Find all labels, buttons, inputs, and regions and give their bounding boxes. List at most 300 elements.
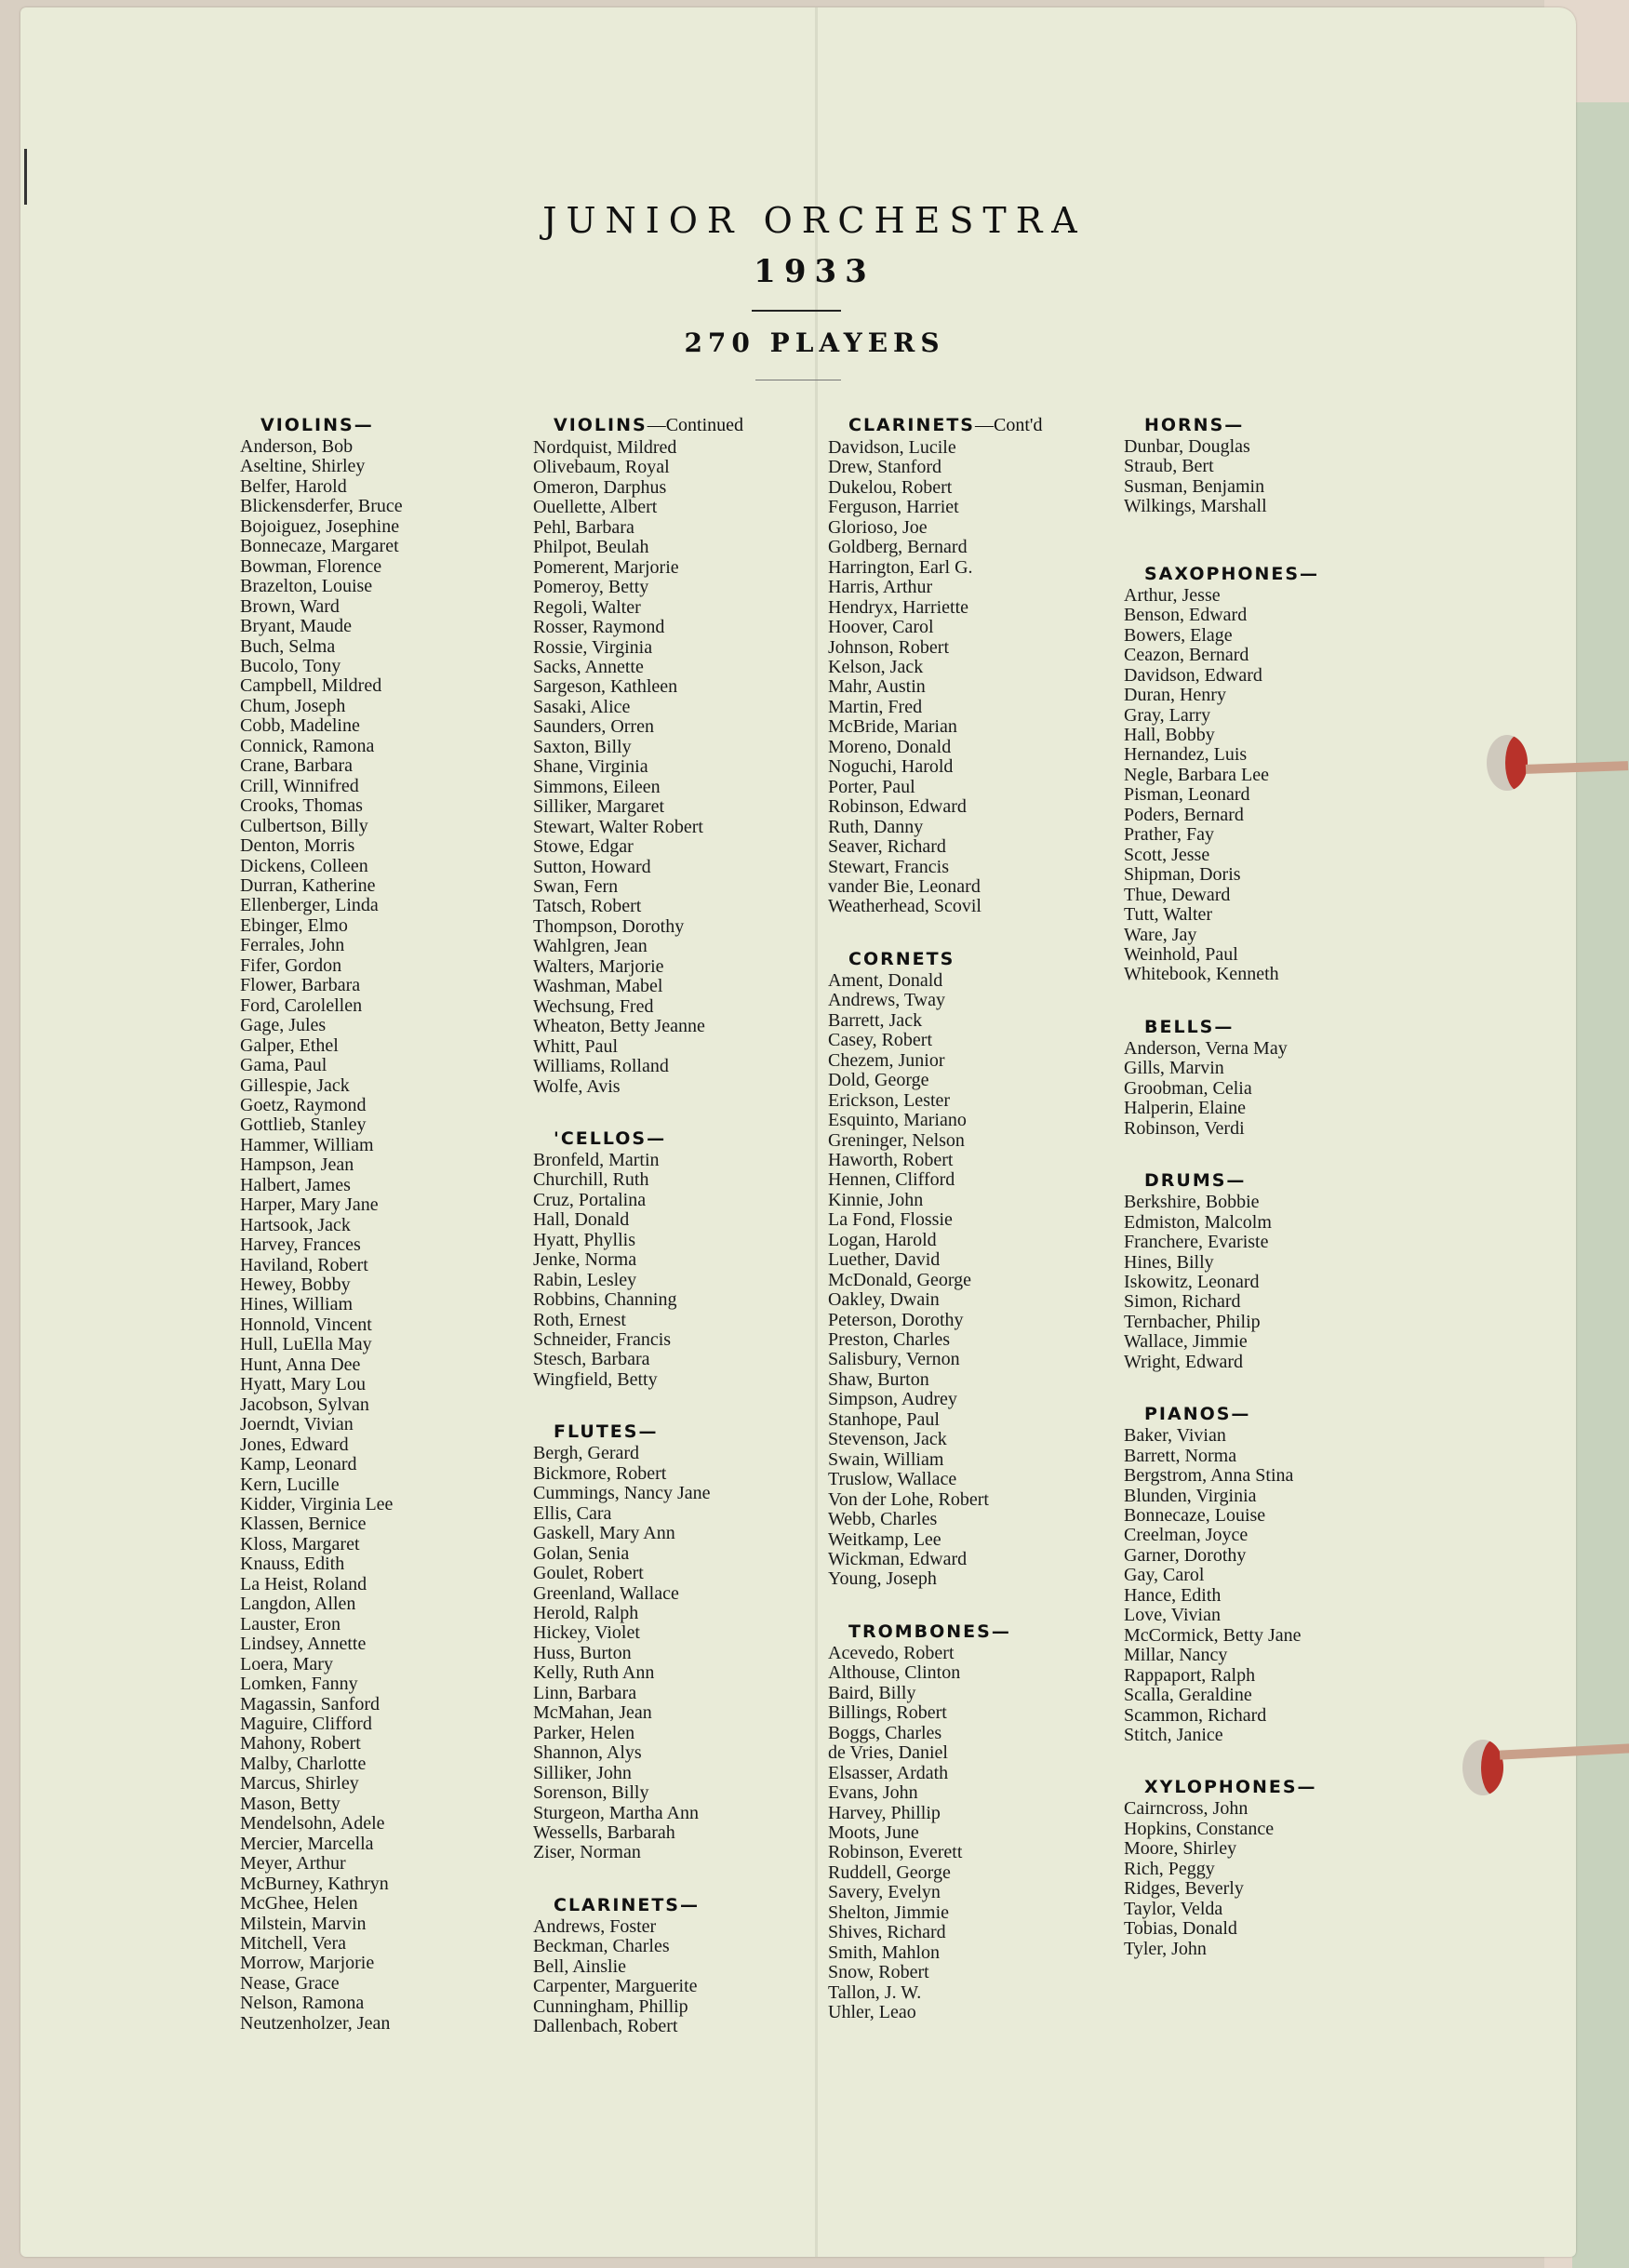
- player-name: Harris, Arthur: [828, 577, 933, 598]
- player-name: Hennen, Clifford: [828, 1169, 955, 1191]
- player-name: Blickensderfer, Bruce: [240, 496, 403, 517]
- player-name: Drew, Stanford: [828, 457, 942, 478]
- column-2: [533, 415, 817, 2069]
- player-name: Althouse, Clinton: [828, 1662, 961, 1684]
- player-name: Snow, Robert: [828, 1962, 929, 1983]
- player-name: Taylor, Velda: [1124, 1898, 1223, 1919]
- player-list: [828, 971, 1112, 1590]
- player-name: Kidder, Virginia Lee: [240, 1494, 394, 1515]
- player-name: Wessells, Barbarah: [533, 1822, 675, 1843]
- section: [1124, 564, 1408, 985]
- player-name: Wallace, Jimmie: [1124, 1331, 1248, 1353]
- section-heading: [848, 415, 1112, 436]
- player-name: Thue, Deward: [1124, 884, 1231, 905]
- player-name: Stowe, Edgar: [533, 836, 634, 858]
- section-heading: [1144, 564, 1408, 584]
- player-name: Hance, Edith: [1124, 1584, 1222, 1606]
- player-name: Thompson, Dorothy: [533, 915, 685, 937]
- page-year: 1933: [754, 253, 875, 290]
- player-name: Bryant, Maude: [240, 616, 352, 637]
- section-heading-text: DRUMS—: [1144, 1170, 1247, 1192]
- player-name: Hopkins, Constance: [1124, 1818, 1275, 1839]
- player-name: Duran, Henry: [1124, 685, 1226, 706]
- player-name: Stanhope, Paul: [828, 1408, 940, 1430]
- player-name: Lomken, Fanny: [240, 1674, 358, 1695]
- player-name: Kamp, Leonard: [240, 1454, 357, 1475]
- player-name: Negle, Barbara Lee: [1124, 764, 1270, 785]
- player-name: Pisman, Leonard: [1124, 784, 1250, 806]
- player-name: Buch, Selma: [240, 635, 336, 657]
- player-name: Simmons, Eileen: [533, 776, 661, 797]
- player-name: Tutt, Walter: [1124, 904, 1213, 926]
- player-name: Wickman, Edward: [828, 1549, 968, 1570]
- player-name: Omeron, Darphus: [533, 476, 667, 498]
- player-name: Dold, George: [828, 1070, 929, 1091]
- player-name: Bowman, Florence: [240, 555, 382, 577]
- player-list: [533, 438, 817, 1097]
- player-name: Gray, Larry: [1124, 704, 1211, 726]
- player-name: Shives, Richard: [828, 1922, 946, 1943]
- player-name: Kern, Lucille: [240, 1474, 340, 1495]
- player-name: Dukelou, Robert: [828, 476, 953, 498]
- player-name: Bronfeld, Martin: [533, 1149, 660, 1170]
- player-name: Garner, Dorothy: [1124, 1544, 1247, 1566]
- player-name: Goldberg, Bernard: [828, 537, 968, 558]
- section-heading-text: CLARINETS—: [554, 1894, 700, 1915]
- player-name: Halbert, James: [240, 1174, 351, 1195]
- player-name: Crane, Barbara: [240, 755, 354, 777]
- section-heading-text: 'CELLOS—: [554, 1127, 667, 1149]
- player-name: Durran, Katherine: [240, 874, 376, 896]
- player-name: Rappaport, Ralph: [1124, 1664, 1256, 1686]
- player-name: Moreno, Donald: [828, 736, 952, 757]
- player-name: Bergh, Gerard: [533, 1443, 640, 1464]
- players-count: 270 PLAYERS: [684, 327, 945, 358]
- player-name: Herold, Ralph: [533, 1603, 639, 1624]
- player-name: Bucolo, Tony: [240, 655, 341, 676]
- player-name: Silliker, John: [533, 1762, 632, 1783]
- player-name: Wilkings, Marshall: [1124, 496, 1267, 517]
- player-name: Dunbar, Douglas: [1124, 436, 1250, 457]
- player-list: [533, 1917, 817, 2037]
- player-name: Schneider, Francis: [533, 1329, 672, 1351]
- player-name: Klassen, Bernice: [240, 1514, 367, 1535]
- player-name: Greninger, Nelson: [828, 1129, 965, 1151]
- section: [1124, 415, 1408, 517]
- player-name: Knauss, Edith: [240, 1554, 345, 1575]
- section-heading: [1144, 415, 1408, 435]
- column-4: [1124, 415, 1408, 1991]
- section-heading-text: FLUTES—: [554, 1421, 659, 1443]
- player-name: Martin, Fred: [828, 696, 923, 717]
- player-name: Evans, John: [828, 1782, 918, 1804]
- player-name: Savery, Evelyn: [828, 1882, 941, 1903]
- section-heading: [848, 1621, 1112, 1642]
- player-name: Jones, Edward: [240, 1434, 349, 1455]
- player-name: Hickey, Violet: [533, 1622, 640, 1644]
- player-name: Marcus, Shirley: [240, 1773, 359, 1794]
- player-name: Ellenberger, Linda: [240, 895, 379, 916]
- player-name: Robinson, Everett: [828, 1842, 963, 1863]
- player-name: Sasaki, Alice: [533, 696, 631, 717]
- player-name: Connick, Ramona: [240, 735, 375, 756]
- section-heading-text: PIANOS—: [1144, 1404, 1251, 1425]
- section-heading-continued: —Cont'd: [974, 415, 1043, 435]
- player-name: Davidson, Edward: [1124, 664, 1262, 686]
- player-name: Beckman, Charles: [533, 1936, 670, 1957]
- player-name: Kelson, Jack: [828, 656, 924, 677]
- player-name: Peterson, Dorothy: [828, 1309, 964, 1330]
- player-name: Shaw, Burton: [828, 1368, 929, 1390]
- player-name: Linn, Barbara: [533, 1682, 637, 1703]
- player-name: Carpenter, Marguerite: [533, 1976, 698, 1997]
- player-name: Galper, Ethel: [240, 1034, 339, 1056]
- player-name: Gottlieb, Stanley: [240, 1114, 367, 1136]
- player-name: Fifer, Gordon: [240, 954, 342, 976]
- player-name: Aseltine, Shirley: [240, 456, 366, 477]
- player-name: McDonald, George: [828, 1269, 972, 1290]
- player-name: Hall, Donald: [533, 1209, 630, 1231]
- column-1: [240, 415, 524, 2065]
- player-name: Mercier, Marcella: [240, 1833, 374, 1854]
- player-name: Mendelsohn, Adele: [240, 1813, 385, 1834]
- player-name: Hernandez, Luis: [1124, 744, 1248, 766]
- player-name: Culbertson, Billy: [240, 815, 368, 836]
- player-name: Parker, Helen: [533, 1722, 635, 1743]
- player-name: Meyer, Arthur: [240, 1853, 346, 1874]
- player-name: Weatherhead, Scovil: [828, 896, 981, 917]
- player-name: Wolfe, Avis: [533, 1075, 621, 1097]
- section-heading-text: CLARINETS: [848, 415, 975, 435]
- player-name: Uhler, Leao: [828, 2002, 916, 2023]
- player-name: Olivebaum, Royal: [533, 457, 670, 478]
- player-list: [1124, 1426, 1408, 1745]
- player-list: [533, 1444, 817, 1863]
- player-name: McBurney, Kathryn: [240, 1873, 389, 1894]
- player-name: Pomerent, Marjorie: [533, 556, 679, 578]
- player-list: [1124, 437, 1408, 517]
- player-name: Magassin, Sanford: [240, 1693, 380, 1714]
- player-name: Morrow, Marjorie: [240, 1953, 375, 1974]
- player-name: Andrews, Tway: [828, 990, 945, 1011]
- player-name: Love, Vivian: [1124, 1605, 1221, 1626]
- player-name: Silliker, Margaret: [533, 796, 665, 818]
- player-name: Billings, Robert: [828, 1702, 947, 1724]
- section: [828, 1621, 1112, 2023]
- player-name: Stewart, Francis: [828, 856, 949, 877]
- section: [533, 1895, 817, 2037]
- player-name: Stevenson, Jack: [828, 1429, 947, 1450]
- player-name: Crill, Winnifred: [240, 775, 359, 796]
- player-name: Jacobson, Sylvan: [240, 1394, 369, 1415]
- player-name: Weinhold, Paul: [1124, 943, 1238, 965]
- player-name: Tatsch, Robert: [533, 896, 642, 917]
- player-name: Sturgeon, Martha Ann: [533, 1802, 699, 1823]
- player-name: Ferrales, John: [240, 935, 345, 956]
- player-name: Campbell, Mildred: [240, 675, 382, 697]
- player-name: Nease, Grace: [240, 1972, 340, 1994]
- player-name: Hampson, Jean: [240, 1154, 354, 1176]
- player-name: Whitebook, Kenneth: [1124, 964, 1279, 985]
- player-name: Anderson, Verna May: [1124, 1037, 1288, 1059]
- player-name: Cunningham, Phillip: [533, 1995, 688, 2017]
- section-heading: [554, 1421, 817, 1442]
- player-name: Nelson, Ramona: [240, 1993, 365, 2014]
- player-name: Gills, Marvin: [1124, 1058, 1224, 1079]
- player-name: Chum, Joseph: [240, 695, 346, 716]
- player-name: Haworth, Robert: [828, 1149, 954, 1170]
- section-heading: [1144, 1017, 1408, 1037]
- player-name: Glorioso, Joe: [828, 516, 928, 538]
- player-name: Hines, William: [240, 1294, 354, 1315]
- player-name: Porter, Paul: [828, 776, 915, 797]
- player-name: Acevedo, Robert: [828, 1642, 955, 1663]
- player-name: Shane, Virginia: [533, 756, 648, 778]
- player-name: Mahr, Austin: [828, 676, 926, 698]
- column-3: [828, 415, 1112, 2055]
- player-name: Williams, Rolland: [533, 1056, 669, 1077]
- section-heading-text: BELLS—: [1144, 1016, 1235, 1037]
- player-name: Shannon, Alys: [533, 1742, 642, 1764]
- player-name: Baker, Vivian: [1124, 1425, 1226, 1447]
- player-name: Hyatt, Mary Lou: [240, 1374, 366, 1395]
- player-name: Sacks, Annette: [533, 656, 644, 677]
- section: [828, 949, 1112, 1590]
- player-name: Mitchell, Vera: [240, 1932, 347, 1954]
- player-list: [1124, 586, 1408, 985]
- section-heading-text: TROMBONES—: [848, 1621, 1011, 1642]
- player-name: Bonnecaze, Louise: [1124, 1505, 1266, 1527]
- player-name: de Vries, Daniel: [828, 1742, 948, 1764]
- player-name: Boggs, Charles: [828, 1722, 942, 1743]
- player-name: Hewey, Bobby: [240, 1274, 351, 1296]
- section-heading: [1144, 1170, 1408, 1191]
- player-name: Lauster, Eron: [240, 1613, 341, 1634]
- player-name: Robbins, Channing: [533, 1289, 677, 1311]
- player-name: Preston, Charles: [828, 1329, 951, 1351]
- player-name: Nordquist, Mildred: [533, 437, 677, 458]
- player-name: Hartsook, Jack: [240, 1214, 351, 1235]
- title-rule: [752, 310, 841, 312]
- player-name: Joerndt, Vivian: [240, 1414, 354, 1435]
- edge-mark: [24, 149, 33, 205]
- player-name: Ferguson, Harriet: [828, 497, 959, 518]
- player-name: Ruth, Danny: [828, 816, 924, 837]
- player-name: Brown, Ward: [240, 595, 340, 617]
- section-heading-text: VIOLINS: [554, 415, 648, 435]
- player-name: La Heist, Roland: [240, 1573, 367, 1594]
- player-name: Regoli, Walter: [533, 596, 641, 618]
- player-name: Hoover, Carol: [828, 617, 934, 638]
- player-name: Esquinto, Mariano: [828, 1110, 967, 1131]
- player-name: Salisbury, Vernon: [828, 1349, 960, 1370]
- player-name: Cairncross, John: [1124, 1798, 1248, 1820]
- section-heading-text: CORNETS: [848, 948, 955, 969]
- player-list: [828, 1644, 1112, 2023]
- player-name: Rich, Peggy: [1124, 1858, 1215, 1879]
- player-name: Truslow, Wallace: [828, 1469, 957, 1490]
- player-name: Stewart, Walter Robert: [533, 816, 703, 837]
- player-name: Kloss, Margaret: [240, 1533, 360, 1554]
- player-name: Hines, Billy: [1124, 1251, 1214, 1273]
- section-heading: [554, 1895, 817, 1915]
- player-name: Milstein, Marvin: [240, 1913, 367, 1934]
- player-name: Shelton, Jimmie: [828, 1901, 949, 1923]
- section-heading: [554, 415, 817, 436]
- player-name: Honnold, Vincent: [240, 1314, 372, 1335]
- player-name: Neutzenholzer, Jean: [240, 2012, 391, 2034]
- player-list: [1124, 1039, 1408, 1139]
- player-name: Young, Joseph: [828, 1568, 937, 1590]
- player-name: Cruz, Portalina: [533, 1189, 647, 1210]
- player-name: Rossie, Virginia: [533, 636, 653, 658]
- player-name: Mahony, Robert: [240, 1733, 361, 1754]
- section: [1124, 1404, 1408, 1745]
- player-name: Washman, Mabel: [533, 976, 663, 997]
- player-name: Ridges, Beverly: [1124, 1878, 1244, 1900]
- section: [240, 415, 524, 2034]
- player-name: Seaver, Richard: [828, 836, 946, 858]
- player-name: Elsasser, Ardath: [828, 1762, 949, 1783]
- player-name: Gaskell, Mary Ann: [533, 1523, 675, 1544]
- player-name: Simpson, Audrey: [828, 1389, 957, 1410]
- player-list: [1124, 1193, 1408, 1372]
- player-name: Harper, Mary Jane: [240, 1194, 379, 1216]
- player-list: [240, 437, 524, 2034]
- player-name: Prather, Fay: [1124, 824, 1214, 846]
- player-name: vander Bie, Leonard: [828, 875, 981, 897]
- player-name: Wheaton, Betty Jeanne: [533, 1016, 705, 1037]
- player-name: McGhee, Helen: [240, 1893, 358, 1914]
- player-name: Hammer, William: [240, 1134, 374, 1155]
- player-name: Edmiston, Malcolm: [1124, 1211, 1272, 1233]
- player-name: Oakley, Dwain: [828, 1289, 940, 1311]
- player-name: Noguchi, Harold: [828, 756, 954, 778]
- section-heading: [1144, 1777, 1408, 1797]
- player-name: McCormick, Betty Jane: [1124, 1624, 1302, 1646]
- player-name: Arthur, Jesse: [1124, 584, 1221, 606]
- player-name: Stitch, Janice: [1124, 1725, 1223, 1746]
- player-name: Halperin, Elaine: [1124, 1098, 1247, 1119]
- player-name: Saunders, Orren: [533, 716, 654, 738]
- player-name: Johnson, Robert: [828, 636, 949, 658]
- player-name: Moore, Shirley: [1124, 1838, 1237, 1860]
- player-name: Mason, Betty: [240, 1793, 340, 1814]
- player-name: Greenland, Wallace: [533, 1582, 679, 1604]
- background-cover: [1572, 102, 1629, 2268]
- player-name: Hall, Bobby: [1124, 724, 1215, 745]
- player-name: Robinson, Verdi: [1124, 1117, 1245, 1139]
- player-name: Pehl, Barbara: [533, 516, 634, 538]
- player-name: McBride, Marian: [828, 716, 957, 738]
- player-name: Goulet, Robert: [533, 1563, 644, 1584]
- player-name: Poders, Bernard: [1124, 804, 1244, 825]
- section-heading-continued: —Continued: [647, 415, 744, 435]
- player-name: Haviland, Robert: [240, 1254, 368, 1275]
- player-name: Ceazon, Bernard: [1124, 645, 1249, 666]
- player-name: Maguire, Clifford: [240, 1714, 372, 1734]
- player-name: Kinnie, John: [828, 1189, 924, 1210]
- player-name: Crooks, Thomas: [240, 795, 363, 817]
- binding-hole-top: [1487, 735, 1528, 791]
- player-name: Roth, Ernest: [533, 1309, 626, 1330]
- player-name: Andrews, Foster: [533, 1915, 657, 1937]
- player-name: Bickmore, Robert: [533, 1462, 667, 1484]
- player-name: Ellis, Cara: [533, 1502, 612, 1524]
- player-name: Tyler, John: [1124, 1938, 1207, 1959]
- player-name: Flower, Barbara: [240, 975, 361, 996]
- player-name: Cobb, Madeline: [240, 715, 360, 737]
- player-name: Scalla, Geraldine: [1124, 1685, 1252, 1706]
- section-heading: [1144, 1404, 1408, 1424]
- player-name: Straub, Bert: [1124, 456, 1214, 477]
- player-name: Groobman, Celia: [1124, 1077, 1252, 1099]
- player-name: Susman, Benjamin: [1124, 475, 1265, 497]
- player-name: Stesch, Barbara: [533, 1349, 650, 1370]
- player-name: Smith, Mahlon: [828, 1941, 941, 1963]
- player-name: Gillespie, Jack: [240, 1074, 350, 1096]
- player-name: Ford, Carolellen: [240, 994, 363, 1016]
- player-name: Lindsey, Annette: [240, 1634, 367, 1655]
- player-name: Langdon, Allen: [240, 1594, 356, 1615]
- player-name: Ament, Donald: [828, 969, 943, 991]
- player-name: Ziser, Norman: [533, 1842, 641, 1863]
- player-name: Brazelton, Louise: [240, 576, 373, 597]
- player-name: Bonnecaze, Margaret: [240, 536, 399, 557]
- player-name: Logan, Harold: [828, 1229, 937, 1250]
- player-name: Churchill, Ruth: [533, 1169, 649, 1191]
- player-name: Barrett, Jack: [828, 1009, 923, 1031]
- player-name: Walters, Marjorie: [533, 955, 664, 977]
- player-name: Benson, Edward: [1124, 605, 1248, 626]
- player-name: Blunden, Virginia: [1124, 1485, 1257, 1506]
- player-name: Ruddell, George: [828, 1861, 951, 1883]
- player-name: Harvey, Frances: [240, 1234, 361, 1256]
- player-name: Gama, Paul: [240, 1055, 327, 1076]
- player-name: Ebinger, Elmo: [240, 914, 348, 936]
- player-name: Wright, Edward: [1124, 1351, 1244, 1372]
- page-title: JUNIOR ORCHESTRA: [542, 200, 1087, 241]
- player-name: Harrington, Earl G.: [828, 556, 973, 578]
- player-name: Saxton, Billy: [533, 736, 632, 757]
- section-heading-text: VIOLINS—: [260, 415, 374, 435]
- player-name: Moots, June: [828, 1822, 919, 1843]
- player-name: Hull, LuElla May: [240, 1334, 372, 1355]
- player-name: Huss, Burton: [533, 1642, 632, 1663]
- player-list: [1124, 1799, 1408, 1959]
- player-name: Wahlgren, Jean: [533, 936, 648, 957]
- player-name: Rosser, Raymond: [533, 617, 665, 638]
- player-name: Robinson, Edward: [828, 796, 967, 818]
- player-name: Shipman, Doris: [1124, 864, 1241, 886]
- section-heading: [848, 949, 1112, 969]
- player-name: Tallon, J. W.: [828, 1981, 922, 2003]
- player-name: Simon, Richard: [1124, 1291, 1241, 1313]
- section-heading: [554, 1128, 817, 1149]
- section-heading-text: SAXOPHONES—: [1144, 563, 1320, 584]
- player-name: Loera, Mary: [240, 1653, 333, 1674]
- player-name: Hendryx, Harriette: [828, 596, 969, 618]
- player-name: Baird, Billy: [828, 1682, 916, 1703]
- player-name: Cummings, Nancy Jane: [533, 1483, 711, 1504]
- player-name: La Fond, Flossie: [828, 1209, 953, 1231]
- player-name: Goetz, Raymond: [240, 1094, 367, 1115]
- player-name: Barrett, Norma: [1124, 1445, 1237, 1466]
- player-name: Denton, Morris: [240, 835, 355, 857]
- player-name: Ouellette, Albert: [533, 497, 658, 518]
- player-name: Tobias, Donald: [1124, 1918, 1237, 1940]
- section: [533, 415, 817, 1097]
